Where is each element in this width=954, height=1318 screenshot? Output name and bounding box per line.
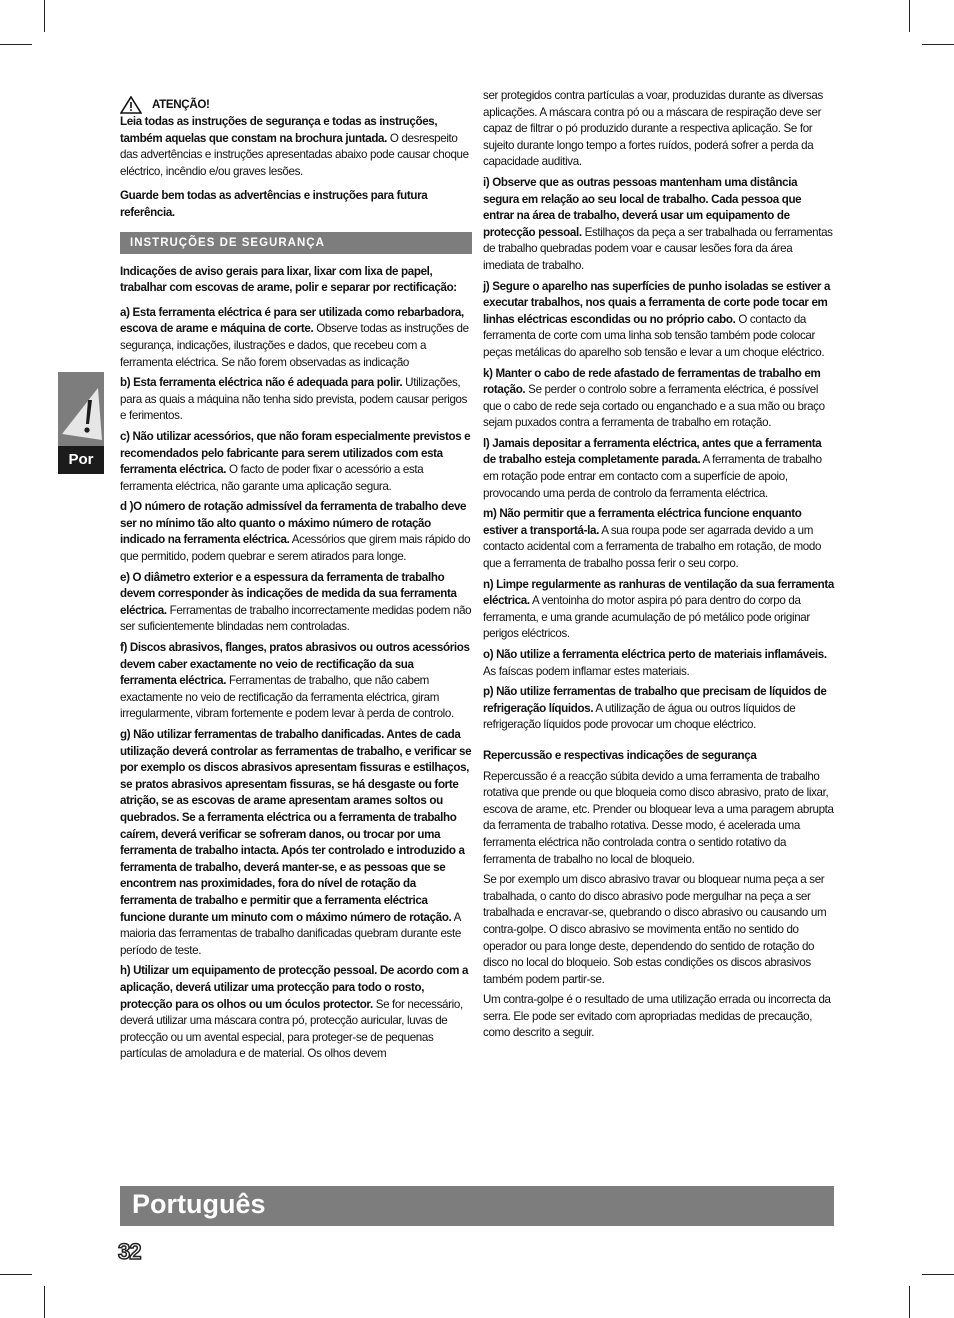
- safety-item-text: A maioria das ferramentas de trabalho danificadas quebram durante este período de teste.: [120, 910, 461, 957]
- safety-item: [483, 577, 834, 643]
- footer-title: Português: [132, 1189, 266, 1219]
- crop-mark: [44, 1286, 45, 1318]
- right-lead-paragraph: ser protegidos contra partículas a voar, produzidas durante as diversas aplicações. A máscara contra pó ou a máscara de respiração deve ser capaz de filtrar o pó produzido durante a respectiva aplicação. Se for sujeito durante longo tempo a fortes ruídos, poderá sofrer a perda da capacidade auditiva.: [483, 89, 823, 169]
- warning-heading: [120, 96, 472, 114]
- safety-item-text: A sua roupa pode ser agarrada devido a um contacto acidental com a ferramenta de trabalho em rotação, de modo que a ferramenta de trabalho possa ferir o seu corpo.: [483, 523, 822, 571]
- safety-item: [120, 570, 472, 636]
- safety-item: [120, 499, 472, 565]
- crop-mark: [0, 44, 32, 45]
- safety-item-text: Estilhaços da peça a ser trabalhada ou ferramentas de trabalho quebradas podem voar e causar lesões fora da área imediata de trabalho.: [483, 225, 833, 272]
- safety-item-text: O facto de poder fixar o acessório a esta ferramenta eléctrica, não garante uma aplicação segura.: [120, 463, 424, 493]
- safety-item: [483, 506, 834, 572]
- crop-mark: [909, 0, 910, 32]
- warning-text: O desrespeito das advertências e instruções apresentadas abaixo pode causar choque eléctrico, incêndio e/ou graves lesões.: [120, 131, 469, 178]
- left-column: [120, 88, 472, 1067]
- right-column: [483, 88, 834, 1046]
- safety-item-bold: e) O diâmetro exterior e a espessura da ferramenta de trabalho devem corresponder às indicações de medida da sua ferramenta eléctrica.: [120, 570, 457, 617]
- safety-item-bold: l) Jamais depositar a ferramenta eléctrica, antes que a ferramenta de trabalho esteja completamente parada.: [483, 436, 822, 467]
- warning-triangle-icon: [120, 96, 142, 114]
- crop-mark: [909, 1286, 910, 1318]
- warning-exclamation-icon: [58, 372, 104, 446]
- safety-item: [483, 436, 834, 502]
- safety-item-bold: k) Manter o cabo de rede afastado de ferramentas de trabalho em rotação.: [483, 366, 821, 397]
- left-items-list: [120, 305, 472, 1063]
- safety-item-text: A utilização de água ou outros líquidos de refrigeração líquidos pode provocar um choque eléctrico.: [483, 701, 796, 732]
- safety-item: [120, 640, 472, 723]
- safety-item-text: Se perder o controlo sobre a ferramenta eléctrica, é possível que o cabo de rede seja cortado ou enganchado e a sua mão ou braço sejam puxados contra a ferramenta de trabalho em rotação.: [483, 383, 825, 430]
- safety-item-text: Acessórios que girem mais rápido do que permitido, podem quebrar e serem atirados para longe.: [120, 533, 471, 564]
- safety-item-text: O contacto da ferramenta de corte com uma linha sob tensão também pode colocar peças metálicas do aparelho sob tensão e levar a um choque eléctrico.: [483, 312, 825, 359]
- safety-item-bold: i) Observe que as outras pessoas mantenham uma distância segura em relação ao seu local de trabalho. Cada pessoa que entrar na área de trabalho, deverá usar um equipamento de protecção pessoal.: [483, 175, 802, 239]
- safety-item-bold: f) Discos abrasivos, flanges, pratos abrasivos ou outros acessórios devem caber exactamente no veio de rectificação da sua ferramenta eléctrica.: [120, 641, 470, 688]
- safety-item: [483, 279, 834, 362]
- safety-item: [483, 647, 834, 680]
- safety-item-text: A ferramenta de trabalho em rotação pode entrar em contacto com a superfície de apoio, provocando uma perda de controlo da ferramenta eléctrica.: [483, 453, 822, 500]
- kickback-title: Repercussão e respectivas indicações de segurança: [483, 748, 757, 762]
- safety-item-text: Ferramentas de trabalho, que não cabem exactamente no veio de rectificação da ferramenta eléctrica, giram irregularmente, vibram fortemente e podem levar à perda de controlo.: [120, 674, 454, 721]
- safety-item-bold: a) Esta ferramenta eléctrica é para ser utilizada como rebarbadora, escova de arame e máquina de corte.: [120, 305, 464, 336]
- right-items-list: [483, 175, 834, 734]
- side-tab: [58, 372, 104, 474]
- intro-paragraph: [120, 264, 472, 297]
- safety-item: [120, 429, 472, 495]
- crop-mark: [44, 0, 45, 32]
- section-title-bar: INSTRUÇÕES DE SEGURANÇA: [120, 232, 472, 254]
- kickback-paragraph: Repercussão é a reacção súbita devido a uma ferramenta de trabalho rotativa que prende ou que bloqueia como disco abrasivo, prato de lixar, escova de arame, etc. Prender ou bloquear leva a uma paragem abrupta da ferramenta de trabalho rotativa. Desse modo, é acelerada uma ferramenta eléctrica não controlada contra o sentido rotativo da ferramenta de trabalho no local de bloqueio.: [483, 769, 834, 866]
- safety-item-bold: b) Esta ferramenta eléctrica não é adequada para polir.: [120, 376, 403, 390]
- safety-item: [120, 963, 472, 1063]
- warning-title: ATENÇÃO!: [152, 97, 210, 111]
- intro-bold: Indicações de aviso gerais para lixar, lixar com lixa de papel, trabalhar com escovas de arame, polir e separar por rectificação:: [120, 264, 457, 295]
- crop-mark: [922, 44, 954, 45]
- safety-item-text: Ferramentas de trabalho incorrectamente medidas podem não ser suficientemente blindadas nem controladas.: [120, 603, 472, 634]
- safety-item: [483, 175, 834, 275]
- safety-item: [120, 305, 472, 371]
- safety-item-bold: c) Não utilizar acessórios, que não foram especialmente previstos e recomendados pelo fabricante para serem utilizados com esta ferramenta eléctrica.: [120, 429, 471, 477]
- safety-item-bold: n) Limpe regularmente as ranhuras de ventilação da sua ferramenta eléctrica.: [483, 577, 834, 608]
- page-number: 32: [118, 1239, 141, 1264]
- safety-item-text: As faíscas podem inflamar estes materiais.: [483, 664, 690, 678]
- safety-item-text: Observe todas as instruções de segurança, indicações, ilustrações e dados, que recebeu com a ferramenta eléctrica. Se não forem observadas as indicação: [120, 322, 469, 369]
- kickback-paragraph: Se por exemplo um disco abrasivo travar ou bloquear numa peça a ser trabalhada, o canto do disco abrasivo pode mergulhar na peça a ser trabalhada e encravar-se, quebrando o disco abrasivo ou causando um contra-golpe. O disco abrasivo se movimenta então no sentido do operador ou para longe deste, dependendo do sentido de rotação do disco no local do bloqueio. Sob estas condições os discos abrasivos também podem partir-se.: [483, 873, 827, 986]
- safety-item: [483, 366, 834, 432]
- warning-keep-bold: Guarde bem todas as advertências e instruções para futura referência.: [120, 189, 428, 219]
- warning-paragraph: [120, 114, 472, 180]
- warning-keep-paragraph: [120, 188, 472, 221]
- safety-item-bold: h) Utilizar um equipamento de protecção pessoal. De acordo com a aplicação, deverá utilizar uma protecção para todo o rosto, protecção para os olhos ou um óculos protector.: [120, 964, 469, 1011]
- kickback-paragraph: Um contra-golpe é o resultado de uma utilização errada ou incorrecta da serra. Ele pode ser evitado com apropriadas medidas de precaução, como descrito a seguir.: [483, 993, 831, 1040]
- safety-item-bold: g) Não utilizar ferramentas de trabalho danificadas. Antes de cada utilização deverá controlar as ferramentas de trabalho, e verificar se por exemplo os discos abrasivos apresentam fissuras e estilhaços, se pratos abrasivos apresentam fissuras, se há desgaste ou forte atrição, se as escovas de arame apresentam arames soltos ou quebrados. Se a ferramenta eléctrica ou a ferramenta de trabalho caírem, deverá verificar se sofreram danos, ou trocar por uma ferramenta de trabalho intacta. Após ter controlado e introduzido a ferramenta de trabalho, deverá manter-se, e as pessoas que se encontrem nas proximidades, fora do nível de rotação da ferramenta de trabalho e permitir que a ferramenta eléctrica funcione durante um minuto com o máximo número de rotação.: [120, 728, 472, 924]
- footer-banner: [120, 1186, 834, 1226]
- side-tab-label: Por: [58, 446, 104, 474]
- safety-item-bold: o) Não utilize a ferramenta eléctrica perto de materiais inflamáveis.: [483, 648, 827, 661]
- safety-item-text: A ventoinha do motor aspira pó para dentro do corpo da ferramenta, e uma grande acumulação de pó metálico pode originar perigos eléctricos.: [483, 594, 810, 641]
- safety-item: [483, 684, 834, 734]
- warning-bold: Leia todas as instruções de segurança e todas as instruções, também aquelas que constam na brochura juntada.: [120, 115, 438, 145]
- kickback-paragraphs: [483, 769, 834, 1043]
- crop-mark: [0, 1274, 32, 1275]
- safety-item-bold: m) Não permitir que a ferramenta eléctrica funcione enquanto estiver a transportá-la.: [483, 507, 802, 537]
- safety-item-text: Utilizações, para as quais a máquina não tenha sido prevista, podem causar perigos e ferimentos.: [120, 376, 468, 423]
- safety-item-text: Se for necessário, deverá utilizar uma máscara contra pó, protecção auricular, luvas de protecção ou um avental especial, para proteger-se de pequenas partículas de amoladura e de material. Os olhos devem: [120, 997, 463, 1061]
- crop-mark: [922, 1274, 954, 1275]
- safety-item-bold: p) Não utilize ferramentas de trabalho que precisam de líquidos de refrigeração líquidos.: [483, 685, 827, 715]
- safety-item: [120, 727, 472, 959]
- safety-item-bold: d )O número de rotação admissível da ferramenta de trabalho deve ser no mínimo tão alto quanto o máximo número de rotação indicado na ferramenta eléctrica.: [120, 500, 467, 547]
- safety-item-bold: j) Segure o aparelho nas superfícies de punho isoladas se estiver a executar trabalhos, nos quais a ferramenta de corte pode tocar em linhas eléctricas escondidas ou no próprio cabo.: [483, 279, 831, 326]
- safety-item: [120, 375, 472, 425]
